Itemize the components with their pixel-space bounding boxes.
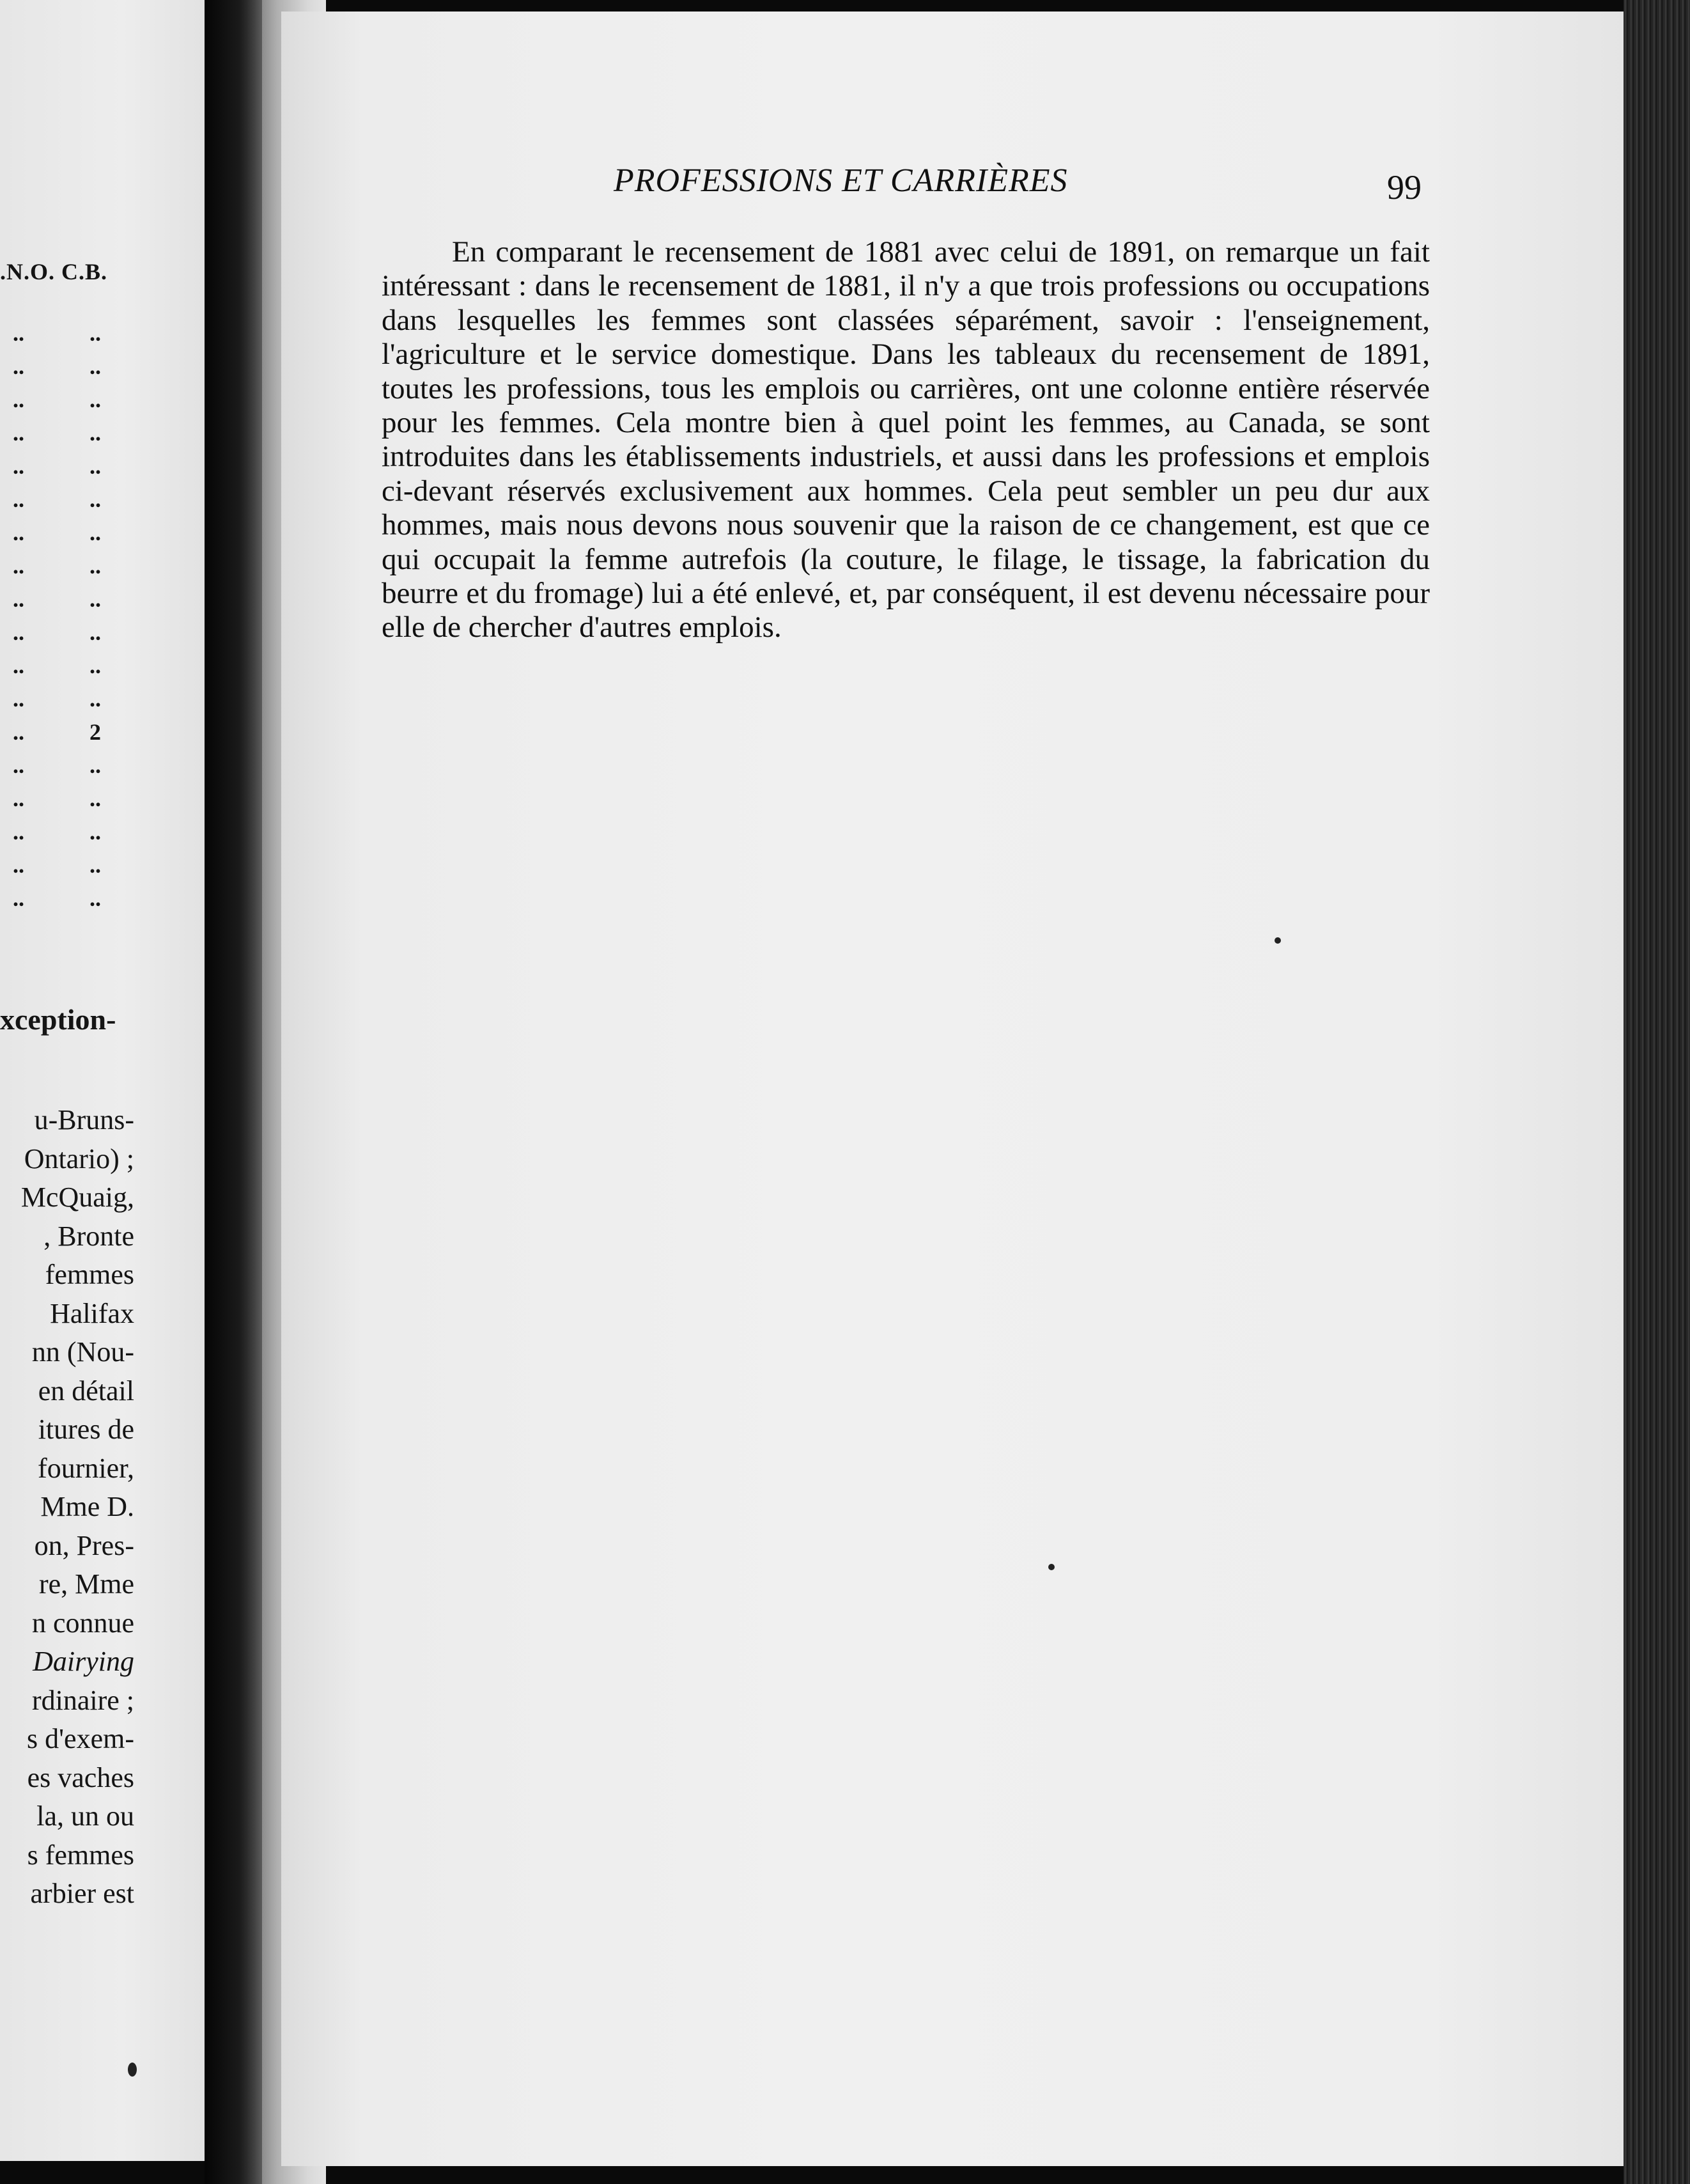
left-table-row — [0, 586, 134, 616]
ink-speck — [128, 2063, 137, 2077]
left-page-fragment — [0, 0, 205, 2161]
left-table-cell: .. — [89, 520, 101, 545]
left-table-cell: .. — [89, 620, 101, 645]
left-table-cell: .. — [89, 354, 101, 379]
left-text-line: nn (Nou- — [31, 1336, 134, 1368]
left-table-cell: .. — [13, 453, 24, 479]
left-text-line: es vaches — [27, 1761, 134, 1793]
left-exception-text: xception- — [0, 1003, 116, 1036]
left-table-row — [0, 320, 134, 350]
left-text-line: re, Mme — [38, 1568, 134, 1600]
left-text-line: , Bronte — [43, 1220, 134, 1252]
binding-shadow — [205, 0, 262, 2184]
left-table-cell: .. — [13, 885, 24, 911]
left-table-cell: .. — [89, 786, 101, 811]
left-text-line: McQuaig, — [20, 1182, 134, 1213]
page-edges — [1624, 0, 1690, 2184]
left-table-cell: .. — [13, 420, 24, 446]
left-table-cell: .. — [13, 753, 24, 778]
left-text-line: u-Bruns- — [34, 1104, 134, 1135]
left-table-cell: .. — [13, 354, 24, 379]
left-table-cell: .. — [89, 420, 101, 446]
left-table-header: .N.O. C.B. — [0, 259, 108, 285]
left-text-lines — [21, 1101, 134, 1914]
left-table-row — [0, 852, 134, 882]
left-table-row — [0, 386, 134, 417]
left-text-line: la, un ou — [36, 1800, 134, 1832]
left-table-cell: .. — [13, 387, 24, 412]
left-table-cell: .. — [13, 686, 24, 712]
left-table-row — [0, 652, 134, 683]
left-table-cell: .. — [13, 586, 24, 612]
left-text-line: itures de — [38, 1414, 134, 1445]
left-table-row — [0, 353, 134, 384]
left-table-cell: .. — [89, 819, 101, 845]
left-table-cell: .. — [13, 487, 24, 512]
ink-speck — [1048, 1564, 1055, 1570]
left-table-cell: .. — [89, 487, 101, 512]
left-table-cell: .. — [89, 852, 101, 878]
left-text-line: arbier est — [30, 1878, 134, 1909]
left-table-cell: .. — [13, 852, 24, 878]
left-table-row — [0, 519, 134, 550]
body-paragraph: En comparant le recensement de 1881 avec celui de 1891, on remarque un fait intéressant : dans le recensement de 1881, il n'y a que trois professions ou occupations dans lesquelles les femmes sont classées séparément, savoir : l'enseignement, l'agriculture et le service domestique. Dans les tableaux du recensement de 1891, toutes les professions, tous les emplois ou carrières, ont une colonne entière réservée pour les femmes. Cela montre bien à quel point les femmes, au Canada, se sont introduites dans les établissements industriels, et aussi dans les professions et emplois ci-devant réservés exclusivement aux hommes. Cela peut sembler un peu dur aux hommes, mais nous devons nous souvenir que la raison de ce changement, est que ce qui occupait la femme autrefois (la couture, le filage, le tissage, la fabrication du beurre et du fromage) lui a été enlevé, et, par conséquent, il est devenu nécessaire pour elle de chercher d'autres emplois. — [382, 235, 1430, 644]
left-table-row — [0, 719, 134, 749]
left-text-line: en détail — [38, 1375, 134, 1407]
left-table-cell: .. — [89, 586, 101, 612]
left-table-row — [0, 619, 134, 650]
left-text-line: Halifax — [50, 1297, 134, 1329]
left-table-row — [0, 885, 134, 916]
left-table-cell: .. — [13, 320, 24, 346]
left-text-line: Mme D. — [40, 1491, 134, 1522]
left-table-cell: .. — [13, 520, 24, 545]
ink-speck — [1275, 937, 1281, 944]
left-table-row — [0, 818, 134, 849]
left-table-cell: .. — [89, 453, 101, 479]
left-text-line: n connue — [31, 1607, 134, 1639]
left-table-cell: .. — [13, 620, 24, 645]
left-table-cell: .. — [89, 553, 101, 579]
left-table-cell: .. — [13, 653, 24, 678]
running-head: PROFESSIONS ET CARRIÈRES — [614, 162, 1068, 199]
left-table-row — [0, 785, 134, 816]
left-table-cell: .. — [13, 786, 24, 811]
left-text-line: Dairying — [33, 1646, 134, 1677]
left-table-cell: .. — [89, 753, 101, 778]
left-table-row — [0, 752, 134, 783]
left-table-cell: .. — [13, 719, 24, 745]
left-text-line: on, Pres- — [34, 1529, 134, 1561]
left-table-row — [0, 486, 134, 517]
left-text-line: s d'exem- — [27, 1723, 134, 1754]
left-table-row — [0, 685, 134, 716]
left-table-cell: .. — [13, 553, 24, 579]
left-table-cell: .. — [13, 819, 24, 845]
left-text-line: s femmes — [27, 1839, 134, 1871]
left-table-cell: .. — [89, 885, 101, 911]
left-table-row — [0, 453, 134, 483]
left-table-cell: 2 — [89, 719, 101, 745]
left-text-line: rdinaire ; — [31, 1684, 134, 1716]
left-table-cell: .. — [89, 686, 101, 712]
page-number: 99 — [1387, 168, 1422, 207]
left-table-row — [0, 552, 134, 583]
left-table-row — [0, 419, 134, 450]
left-text-line: Ontario) ; — [24, 1143, 134, 1174]
left-text-line: fournier, — [38, 1452, 134, 1484]
left-text-line: femmes — [45, 1259, 134, 1290]
left-table-cell: .. — [89, 320, 101, 346]
left-table-cell: .. — [89, 653, 101, 678]
left-table-cell: .. — [89, 387, 101, 412]
